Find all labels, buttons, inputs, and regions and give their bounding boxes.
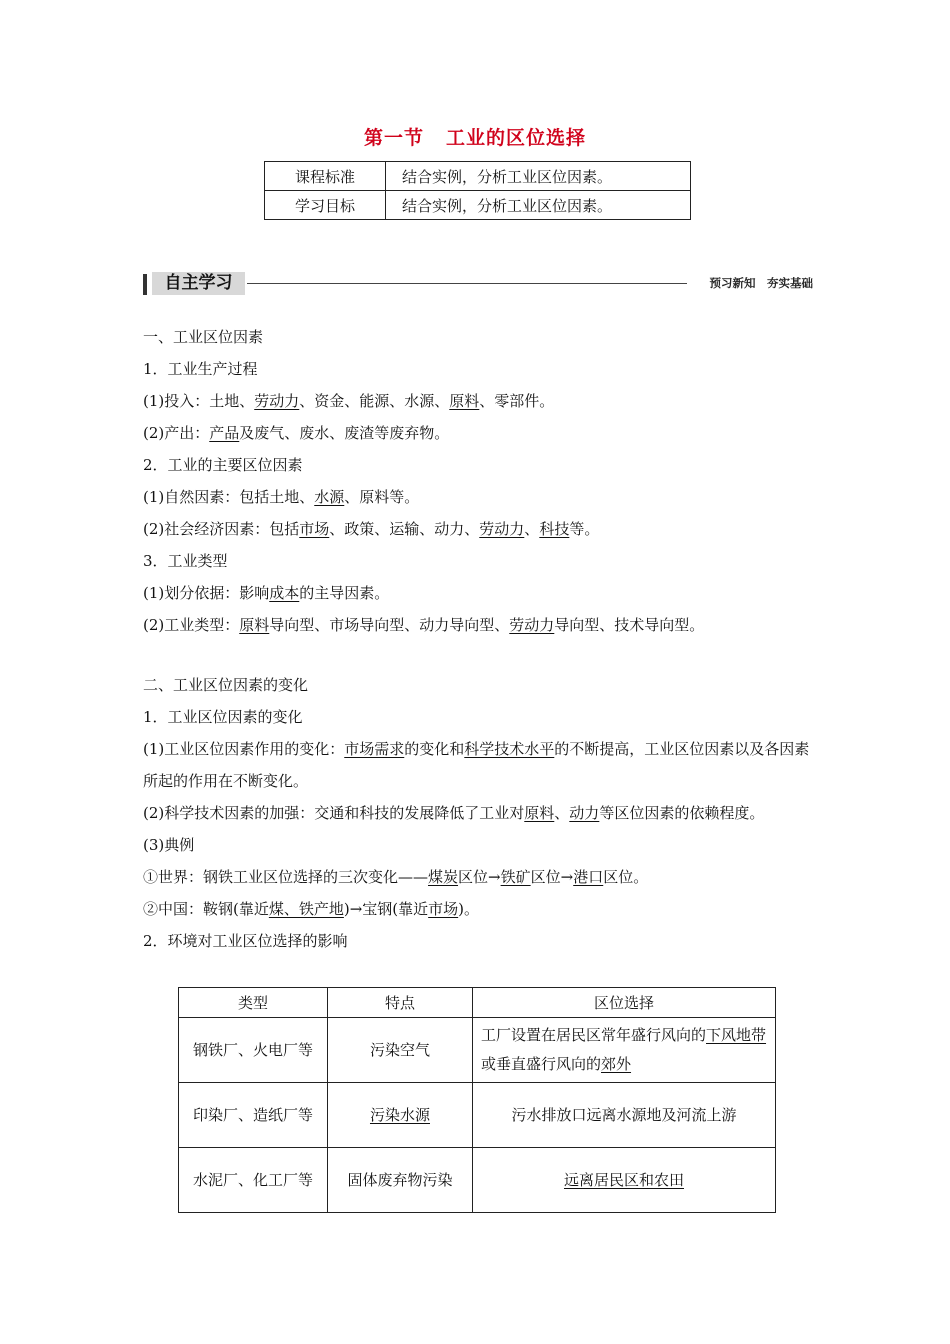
list-item: (1)工业区位因素作用的变化：市场需求的变化和科学技术水平的不断提高，工业区位因素以及各因素所起的作用在不断变化。 (143, 740, 810, 790)
table-row (265, 162, 691, 191)
column-header: 特点 (328, 988, 473, 1018)
list-item: ②中国：鞍钢(靠近煤、铁产地)→宝钢(靠近市场)。 (143, 900, 480, 918)
list-item: (1)划分依据：影响成本的主导因素。 (143, 584, 390, 602)
column-header: 区位选择 (473, 988, 776, 1018)
list-item: (3)典例 (143, 836, 195, 854)
table-cell: 污染空气 (328, 1018, 473, 1083)
title-text: 工业的区位选择 (446, 127, 587, 149)
heading: 二、工业区位因素的变化 (143, 676, 309, 694)
table-cell: 课程标准 (265, 162, 386, 191)
subheading: 2．环境对工业区位选择的影响 (143, 932, 348, 950)
subheading: 1．工业区位因素的变化 (143, 708, 303, 726)
environment-impact-table (178, 987, 776, 1213)
subheading: 2．工业的主要区位因素 (143, 456, 303, 474)
study-content (143, 321, 815, 957)
table-cell: 水泥厂、化工厂等 (179, 1148, 328, 1213)
curriculum-standard-table (264, 161, 691, 220)
table-cell: 工厂设置在居民区常年盛行风向的下风地带或垂直盛行风向的郊外 (473, 1018, 776, 1083)
table-row (179, 1148, 776, 1213)
list-item: (2)社会经济因素：包括市场、政策、运输、动力、劳动力、科技等。 (143, 520, 600, 538)
heading: 一、工业区位因素 (143, 328, 264, 346)
section-rule (247, 283, 687, 284)
list-item: (1)自然因素：包括土地、水源、原料等。 (143, 488, 420, 506)
table-cell: 远离居民区和农田 (473, 1148, 776, 1213)
section-bar (143, 274, 147, 295)
section-tagline: 预习新知 夯实基础 (709, 276, 813, 290)
table-header-row (179, 988, 776, 1018)
page-title (0, 123, 950, 150)
table-cell: 结合实例，分析工业区位因素。 (386, 191, 691, 220)
subheading: 3．工业类型 (143, 552, 228, 570)
table-cell: 污水排放口远离水源地及河流上游 (473, 1083, 776, 1148)
title-section-number: 第一节 (363, 127, 424, 149)
table-cell: 固体废弃物污染 (328, 1148, 473, 1213)
list-item: (2)产出：产品及废气、废水、废渣等废弃物。 (143, 424, 450, 442)
table-row (179, 1018, 776, 1083)
subheading: 1．工业生产过程 (143, 360, 258, 378)
table-row (179, 1083, 776, 1148)
table-cell: 印染厂、造纸厂等 (179, 1083, 328, 1148)
table-cell: 污染水源 (328, 1083, 473, 1148)
table-cell: 学习目标 (265, 191, 386, 220)
section-header (143, 271, 813, 297)
column-header: 类型 (179, 988, 328, 1018)
list-item: (2)科学技术因素的加强：交通和科技的发展降低了工业对原料、动力等区位因素的依赖程度。 (143, 804, 765, 822)
section-label: 自主学习 (152, 272, 245, 295)
list-item: (1)投入：土地、劳动力、资金、能源、水源、原料、零部件。 (143, 392, 555, 410)
list-item: (2)工业类型：原料导向型、市场导向型、动力导向型、劳动力导向型、技术导向型。 (143, 616, 705, 634)
table-row (265, 191, 691, 220)
list-item: ①世界：钢铁工业区位选择的三次变化——煤炭区位→铁矿区位→港口区位。 (143, 868, 649, 886)
table-cell: 结合实例，分析工业区位因素。 (386, 162, 691, 191)
table-cell: 钢铁厂、火电厂等 (179, 1018, 328, 1083)
